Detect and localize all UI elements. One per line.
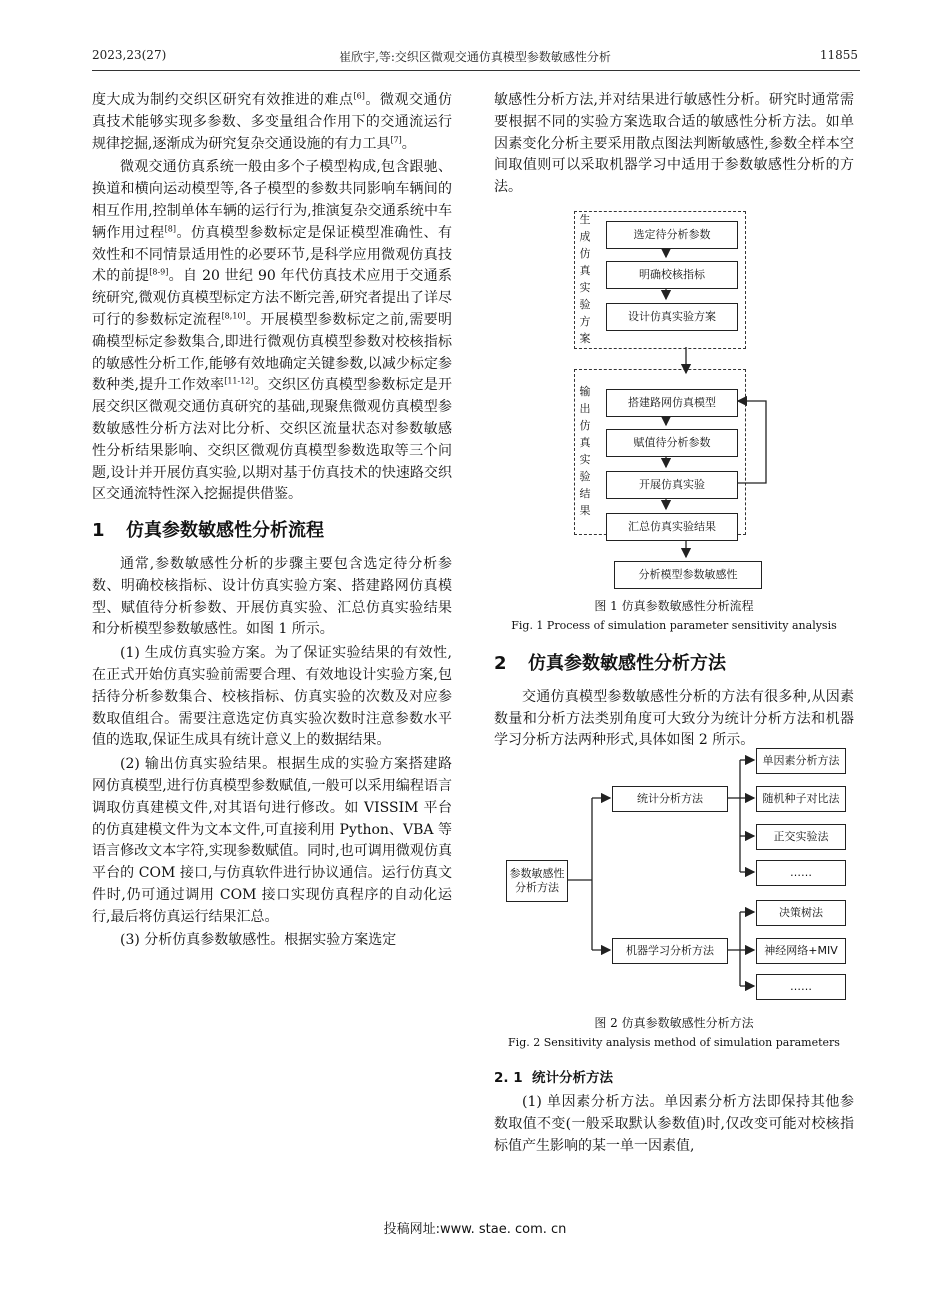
leaf-ellipsis: …… <box>756 860 846 886</box>
figure-1-caption-cn: 图 1 仿真参数敏感性分析流程 <box>594 598 754 613</box>
paragraph: 通常,参数敏感性分析的步骤主要包含选定待分析参数、明确校核指标、设计仿真实验方案、搭建路网仿真模型、赋值待分析参数、开展仿真实验、汇总仿真实验结果和分析模型参数敏感性。如图 1 所示。 <box>92 555 452 638</box>
loop-arrow <box>736 401 766 483</box>
root-sensitivity-method: 参数敏感性分析方法 <box>506 860 568 902</box>
paragraph: 交通仿真模型参数敏感性分析的方法有很多种,从因素数量和分析方法类别角度可大致分为统计分析方法和机器学习分析方法两种形式,具体如图 2 所示。 <box>494 688 854 749</box>
header-title: 崔欣宇,等:交织区微观交通仿真模型参数敏感性分析 <box>339 50 611 64</box>
paragraph: (3) 分析仿真参数敏感性。根据实验方案选定 <box>120 932 397 949</box>
paragraph: 度大成为制约交织区研究有效推进的难点[6]。微观交通仿真技术能够实现多参数、多变量组合作用下的交通流运行规律挖掘,逐渐成为研究复杂交通设施的有力工具[7]。 <box>92 91 453 152</box>
citation: [8,10] <box>221 311 246 321</box>
figure-2-caption-en: Fig. 2 Sensitivity analysis method of simulation parameters <box>508 1036 840 1050</box>
step-assign-parameters: 赋值待分析参数 <box>606 429 738 457</box>
header-page-number: 11855 <box>819 48 858 62</box>
step-summarize-results: 汇总仿真实验结果 <box>606 513 738 541</box>
citation: [6] <box>353 91 365 101</box>
right-column <box>494 90 854 1157</box>
left-column <box>92 90 452 952</box>
step-analyze-sensitivity: 分析模型参数敏感性 <box>614 561 762 589</box>
footer-submission-url: 投稿网址:www. stae. com. cn <box>383 1222 567 1237</box>
leaf-decision-tree: 决策树法 <box>756 900 846 926</box>
citation: [8-9] <box>149 267 169 277</box>
header-rule <box>92 70 860 71</box>
paragraph: 微观交通仿真系统一般由多个子模型构成,包含跟驰、换道和横向运动模型等,各子模型的参数共同影响车辆间的相互作用,控制单体车辆的运行行为,推演复杂交通系统中车辆作用过程[8]。仿真模型参数标定是保证模型准确性、有效性和不同情景适用性的必要环节,是科学应用微观仿真技术的前提[8-9]。自 20 世纪 90 年代仿真技术应用于交通系统研究,微观仿真模型标定方法不断完善,研究者提出了详尽可行的参数标定流程[8,10]。开展模型参数标定之前,需要明确模型标定参数集合,即进行微观仿真模型参数对校核指标的敏感性分析工作,能够有效地确定关键参数,以减少标定参数种类,提升工作效率[11-12]。交织区仿真模型参数标定是开展交织区微观交通仿真研究的基础,现聚焦微观仿真模型参数敏感性分析方法对比分析、交织区流量状态对参数敏感性分析结果影响、交织区微观仿真模型参数选取等三个问题,设计并开展仿真实验,以期对基于仿真技术的快速路交织区交通流特性深入挖掘提供借鉴。 <box>92 159 453 503</box>
section-heading-2: 2 仿真参数敏感性分析方法 <box>494 652 726 674</box>
leaf-orthogonal: 正交实验法 <box>756 824 846 850</box>
subsection-heading-2-1: 2. 1 统计分析方法 <box>494 1070 613 1087</box>
citation: [8] <box>164 224 176 234</box>
figure-1-caption-en: Fig. 1 Process of simulation parameter sensitivity analysis <box>511 618 837 632</box>
figure-2 <box>494 752 854 1062</box>
group2-label: 输 出 仿 真 实 验 结 果 <box>579 384 591 517</box>
group1-label: 生 成 仿 真 实 验 方 案 <box>579 212 591 345</box>
leaf-ellipsis: …… <box>756 974 846 1000</box>
paragraph: (1) 生成仿真实验方案。为了保证实验结果的有效性,在正式开始仿真实验前需要合理、有效地设计实验方案,包括待分析参数集合、校核指标、仿真实验的次数及对应参数取值组合。需要注意选定仿真实验次数时注意参数水平值的选取,保证生成具有统计意义上的数据结果。 <box>92 645 452 749</box>
branch-machine-learning: 机器学习分析方法 <box>612 938 728 964</box>
leaf-random-seed: 随机种子对比法 <box>756 786 846 812</box>
step-select-parameters: 选定待分析参数 <box>606 221 738 249</box>
step-define-indicators: 明确校核指标 <box>606 261 738 289</box>
header-volume: 2023,23(27) <box>92 48 167 62</box>
section-heading-1: 1 仿真参数敏感性分析流程 <box>92 520 324 542</box>
citation: [7] <box>390 134 402 144</box>
paragraph: (1) 单因素分析方法。单因素分析方法即保持其他参数取值不变(一般采取默认参数值)时,仅改变可能对校核指标值产生影响的某一单一因素值, <box>494 1093 854 1154</box>
citation: [11-12] <box>224 376 254 386</box>
leaf-neural-network-miv: 神经网络+MIV <box>756 938 846 964</box>
figure-2-caption-cn: 图 2 仿真参数敏感性分析方法 <box>594 1016 754 1031</box>
paragraph: 敏感性分析方法,并对结果进行敏感性分析。研究时通常需要根据不同的实验方案选取合适的敏感性分析方法。如单因素变化分析主要采用散点图法判断敏感性,参数全样本空间取值则可以采取机器学习中适用于参数敏感性分析的方法。 <box>494 92 854 196</box>
step-build-network: 搭建路网仿真模型 <box>606 389 738 417</box>
step-design-experiment: 设计仿真实验方案 <box>606 303 738 331</box>
paragraph: (2) 输出仿真实验结果。根据生成的实验方案搭建路网仿真模型,进行仿真模型参数赋值,一般可以采用编程语言调取仿真建模文件,对其语句进行修改。如 VISSIM 平台的仿真建模文件为文本文件,可直接利用 Python、VBA 等语言修改文本字符,实现参数赋值。同时,也可调用微观仿真平台的 COM 接口,与仿真软件进行协议通信。运行仿真文件时,仍可通过调用 COM 接口实现仿真程序的自动化运行,最后将仿真运行结果汇总。 <box>92 756 452 925</box>
branch-statistical: 统计分析方法 <box>612 786 728 812</box>
step-run-simulation: 开展仿真实验 <box>606 471 738 499</box>
figure-1 <box>494 199 854 639</box>
leaf-single-factor: 单因素分析方法 <box>756 748 846 774</box>
